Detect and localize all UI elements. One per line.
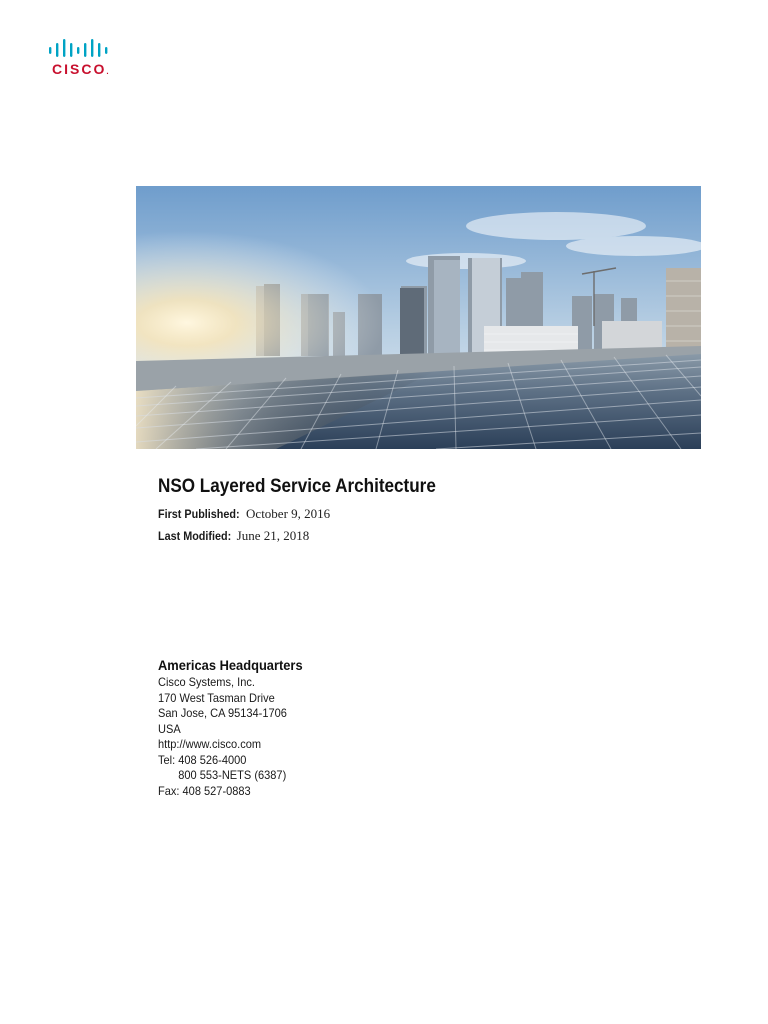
cisco-logo — [48, 38, 120, 80]
address-street: 170 West Tasman Drive — [158, 690, 275, 705]
address-fax: Fax: 408 527-0883 — [158, 783, 251, 798]
first-published — [158, 506, 330, 522]
address-country: USA — [158, 721, 181, 736]
last-modified-label: Last Modified: — [158, 529, 232, 543]
headquarters-title: Americas Headquarters — [158, 657, 303, 673]
first-published-label: First Published: — [158, 507, 240, 521]
address-company: Cisco Systems, Inc. — [158, 675, 255, 689]
last-modified — [158, 528, 309, 544]
address-city: San Jose, CA 95134-1706 — [158, 706, 287, 720]
cisco-wordmark: CISCO. — [52, 61, 109, 77]
document-title: NSO Layered Service Architecture — [158, 476, 436, 497]
address-tel-alt: 800 553-NETS (6387) — [178, 768, 287, 782]
hero-image — [136, 186, 701, 449]
first-published-value: October 9, 2016 — [246, 506, 331, 521]
city-skyline-solar-panels-image — [136, 186, 701, 449]
cisco-bars-icon — [48, 38, 116, 60]
address-tel: Tel: 408 526-4000 — [158, 752, 247, 767]
address-website: http://www.cisco.com — [158, 737, 262, 751]
headquarters-address — [158, 675, 287, 799]
last-modified-value: June 21, 2018 — [236, 528, 310, 543]
